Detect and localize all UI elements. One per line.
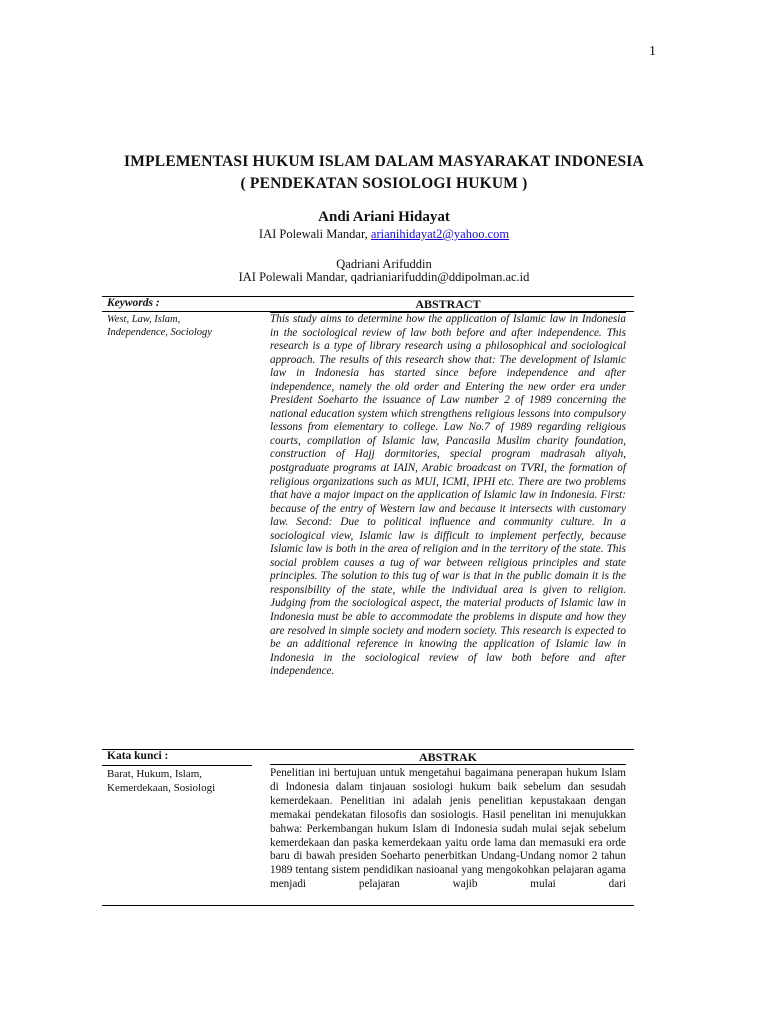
abstract-heading: ABSTRACT (415, 297, 481, 311)
abstrak-heading: ABSTRAK (418, 750, 477, 764)
author-2-affiliation: IAI Polewali Mandar, qadrianiarifuddin@ddipolman.ac.id (238, 270, 530, 284)
abstrak-header-rule (270, 764, 626, 765)
keywords-label: Keywords : (107, 297, 160, 309)
table-bottom-rule (102, 905, 634, 906)
kata-kunci-line-1: Barat, Hukum, Islam, (107, 768, 203, 780)
abstrak-indonesian-text: Penelitian ini bertujuan untuk mengetahui bagaimana penerapan hukum Islam di Indonesia dalam tinjauan sosiologi hukum baik sebelum dan sesudah kemerdekaan. Penelitian ini adalah jenis penelitian kepustakaan dengan memakai pendekatan filosofis dan sosiologis. Hasil penelitan ini menujukkan bahwa: Perkembangan hukum Islam di Indonesia sudah mulai sejak sebelum kemerdekaan dan paska kemerdekaan yaitu orde lama dan memasuki era orde baru di bawah presiden Soeharto penerbitkan Undang-Undang nomor 2 tahun 1989 tentang sistem pendidikan nasioanal yang mengokohkan pelajaran agama menjadi pelajaran wajib mulai dari (270, 767, 626, 891)
keywords-line-2: Independence, Sociology (107, 327, 212, 338)
keywords-list (107, 313, 257, 339)
author-1-name: Andi Ariani Hidayat (318, 209, 450, 225)
kata-kunci-header-rule (102, 765, 252, 766)
author-1-email-link[interactable]: arianihidayat2@yahoo.com (370, 227, 510, 241)
kata-kunci-list (107, 767, 257, 795)
paper-title-line-2: ( PENDEKATAN SOSIOLOGI HUKUM ) (240, 175, 528, 192)
kata-kunci-line-2: Kemerdekaan, Sosiologi (107, 782, 216, 794)
kata-kunci-label: Kata kunci : (107, 750, 169, 762)
keywords-line-1: West, Law, Islam, (107, 314, 181, 325)
author-2-name: Qadriani Arifuddin (336, 257, 432, 271)
author-1-affiliation (0, 227, 768, 242)
abstract-english-text: This study aims to determine how the application of Islamic law in Indonesia in the sociological review of law both before and after independence. This research is a type of library research using a philosophical and sociological approach. The results of this research show that: The development of Islamic law in Indonesia has started since before independence and after independence, namely the old order and Entering the new order era under President Soeharto the issuance of Law number 2 of 1989 concerning the national education system which strengthens religious lessons into compulsory lessons from elementary to college. Law No.7 of 1989 regarding religious courts, compilation of Islamic law, Pancasila Muslim charity foundation, construction of Hajj dormitories, special program madrasah aliyah, postgraduate programs at IAIN, Arabic broadcast on TVRI, the formation of religious organizations such as MUI, ICMI, IPHI etc. There are two problems that have a major impact on the application of Islamic law in Indonesia. First: because of the entry of Western law and because it intersects with customary law. Second: Due to political influence and community culture. In a sociological view, Islamic law is difficult to implement perfectly, because Islamic law is both in the area of religion and in the territory of the state. This social problem causes a tug of war between religious principles and state principles. The solution to this tug of war is that in the public domain it is the responsibility of the state, while the individual area is given to religion. Judging from the sociological aspect, the material products of Islamic law in Indonesia must be able to accommodate the problems in dispute and how they are resolved in simple society and modern society. This research is expected to be an additional reference in knowing the application of Islamic law in Indonesia in the sociological review of law both before and after independence. (270, 313, 626, 678)
page-number: 1 (649, 44, 656, 59)
author-1-institution: IAI Polewali Mandar, (258, 227, 371, 241)
paper-title-line-1: IMPLEMENTASI HUKUM ISLAM DALAM MASYARAKAT INDONESIA (124, 153, 644, 170)
